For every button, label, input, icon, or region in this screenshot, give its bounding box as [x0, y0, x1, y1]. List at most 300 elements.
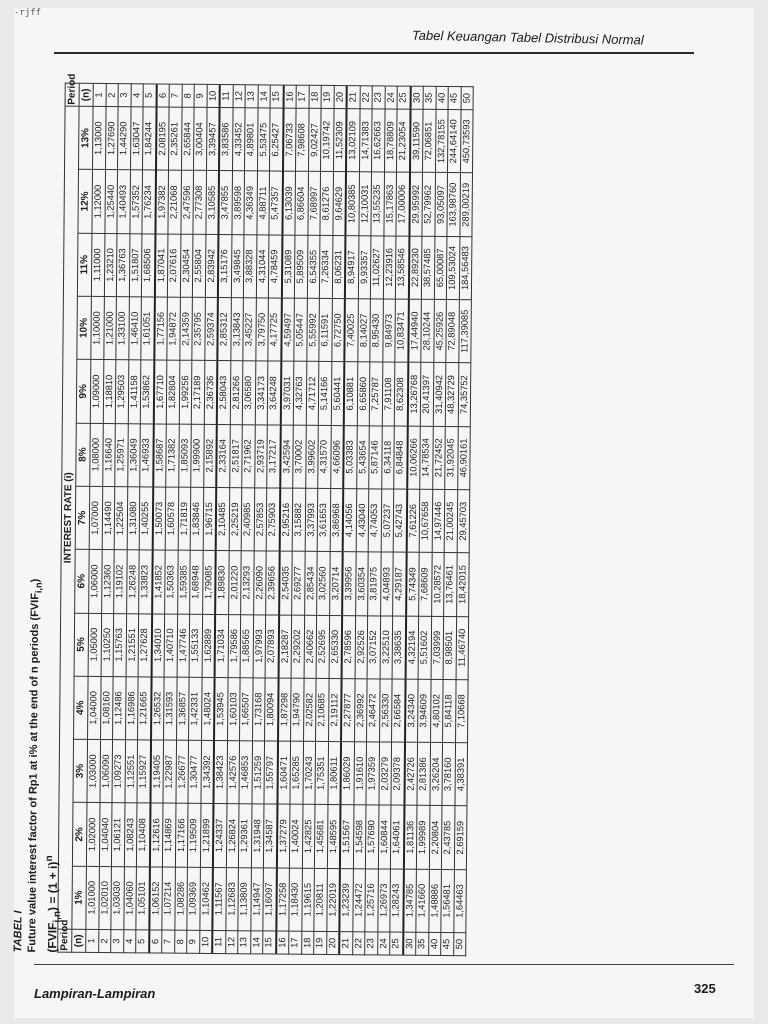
footer-section-title: Lampiran-Lampiran: [34, 986, 156, 1001]
period-cell-right: 12: [233, 85, 246, 108]
factor-cell: 4,32763: [293, 362, 306, 425]
period-cell-right: 8: [182, 84, 195, 107]
factor-cell: 6,34118: [381, 426, 394, 489]
factor-cell: 1,68506: [141, 234, 155, 297]
factor-cell: 6,11591: [319, 298, 332, 361]
factor-cell: 3,88328: [243, 234, 256, 297]
factor-cell: 2,25219: [229, 488, 242, 551]
factor-cell: 1,29503: [115, 360, 128, 423]
factor-cell: 3,34173: [255, 361, 268, 424]
factor-cell: 3,86968: [330, 488, 344, 551]
factor-cell: 3,49845: [231, 234, 244, 297]
factor-cell: 10,83471: [395, 299, 409, 362]
period-cell: 21: [339, 932, 352, 955]
factor-cell: 1,53945: [214, 677, 228, 740]
factor-cell: 1,87298: [278, 678, 292, 741]
factor-cell: 5,87146: [369, 425, 382, 488]
factor-cell: 1,10462: [199, 867, 213, 930]
factor-cell: 2,56330: [379, 679, 392, 742]
factor-cell: 1,53862: [140, 360, 154, 423]
factor-cell: 1,68948: [190, 551, 203, 614]
period-cell-right: 20: [334, 86, 347, 109]
period-cell-right: 40: [436, 86, 449, 109]
factor-cell: 1,94790: [291, 678, 304, 741]
factor-cell: 5,74349: [406, 552, 420, 615]
factor-cell: 1,09369: [187, 867, 200, 930]
factor-cell: 1,26824: [226, 804, 239, 867]
factor-cell: 2,18287: [278, 615, 292, 678]
factor-cell: 2,13293: [241, 551, 254, 614]
factor-cell: 1,81136: [403, 806, 417, 869]
factor-cell: 1,31080: [127, 487, 140, 550]
factor-cell: 4,66096: [330, 425, 344, 488]
factor-cell: 1,41158: [128, 360, 141, 423]
factor-cell: 1,15763: [113, 613, 126, 676]
factor-cell: 1,51259: [251, 741, 264, 804]
factor-cell: 4,88711: [256, 171, 269, 234]
factor-cell: 2,14359: [179, 297, 192, 360]
factor-cell: 8,06231: [332, 235, 346, 298]
rate-header: 1%: [72, 866, 87, 929]
factor-cell: 1,12616: [149, 803, 163, 866]
factor-cell: 1,59385: [177, 550, 190, 613]
rate-header: 8%: [76, 423, 91, 486]
factor-cell: 2,43785: [441, 806, 454, 869]
factor-cell: 2,29202: [291, 615, 304, 678]
factor-cell: 3,00404: [193, 107, 206, 171]
period-cell: 35: [416, 932, 429, 955]
factor-cell: 2,95216: [279, 488, 293, 551]
factor-cell: 1,02000: [86, 803, 99, 866]
factor-cell: 1,82804: [166, 360, 179, 423]
factor-cell: 1,60103: [227, 677, 240, 740]
factor-cell: 4,74053: [368, 489, 381, 552]
factor-cell: 2,09378: [391, 742, 405, 805]
factor-cell: 1,08243: [124, 803, 137, 866]
factor-cell: 1,97382: [155, 170, 169, 233]
factor-cell: 8,61276: [320, 172, 333, 235]
factor-cell: 2,19112: [328, 678, 342, 741]
n-header-right: (n): [79, 83, 93, 106]
factor-cell: 21,23054: [396, 109, 410, 173]
period-cell-right: 4: [131, 84, 144, 107]
factor-cell: 7,26334: [319, 235, 332, 298]
factor-cell: 1,34587: [263, 804, 277, 867]
factor-cell: 8,95430: [370, 299, 383, 362]
factor-cell: 65,00087: [434, 236, 447, 299]
factor-cell: 2,58043: [217, 361, 231, 424]
factor-cell: 1,40255: [139, 487, 153, 550]
rate-header: 13%: [79, 106, 94, 170]
factor-cell: 1,61051: [141, 297, 155, 360]
factor-cell: 2,35795: [192, 297, 205, 360]
factor-cell: 2,81266: [230, 361, 243, 424]
factor-cell: 1,41852: [152, 550, 166, 613]
factor-cell: 11,52309: [333, 109, 347, 173]
factor-cell: 8,62308: [394, 362, 408, 425]
factor-cell: 184,56483: [459, 236, 472, 299]
factor-cell: 1,48595: [327, 805, 341, 868]
factor-cell: 2,57853: [254, 488, 267, 551]
factor-cell: 1,71034: [215, 614, 229, 677]
period-cell-right: 23: [372, 86, 385, 109]
factor-cell: 2,69159: [454, 806, 467, 869]
factor-cell: 1,34785: [403, 869, 417, 932]
factor-cell: 1,09273: [112, 740, 125, 803]
factor-cell: 1,65285: [290, 741, 303, 804]
factor-cell: 1,05000: [88, 613, 101, 676]
factor-cell: 1,18810: [103, 360, 116, 423]
factor-cell: 1,79085: [202, 551, 216, 614]
factor-cell: 1,17166: [175, 804, 188, 867]
factor-cell: 1,42825: [302, 805, 315, 868]
factor-cell: 1,05101: [136, 867, 150, 930]
factor-cell: 2,01220: [228, 551, 241, 614]
factor-cell: 1,08000: [90, 423, 103, 486]
table-body: [86, 83, 474, 955]
factor-cell: 2,92526: [355, 615, 368, 678]
period-cell: 23: [365, 932, 378, 955]
factor-cell: 1,60844: [378, 805, 391, 868]
factor-cell: 3,89598: [231, 171, 244, 234]
factor-cell: 1,03000: [87, 740, 100, 803]
factor-cell: 1,48024: [201, 677, 215, 740]
table-caption: [11, 72, 65, 952]
factor-cell: 7,91108: [382, 362, 395, 425]
factor-cell: 3,07152: [367, 615, 380, 678]
factor-cell: 1,48886: [428, 869, 441, 932]
factor-cell: 1,25971: [115, 423, 128, 486]
period-cell-right: 11: [220, 85, 233, 108]
factor-cell: 5,14166: [318, 362, 331, 425]
factor-cell: 1,06121: [111, 803, 124, 866]
factor-cell: 10,06266: [407, 426, 421, 489]
factor-cell: 1,64061: [390, 805, 404, 868]
factor-cell: 1,89830: [215, 551, 229, 614]
factor-cell: 7,68997: [307, 172, 320, 235]
factor-cell: 2,54035: [279, 551, 293, 614]
factor-cell: 3,02560: [317, 552, 330, 615]
factor-cell: 2,07616: [167, 234, 180, 297]
rotated-table-block: [11, 72, 649, 957]
factor-cell: 39,11590: [409, 109, 423, 173]
factor-cell: 1,23210: [104, 233, 117, 296]
factor-cell: 3,78160: [442, 743, 455, 806]
factor-cell: 2,69277: [292, 551, 305, 614]
factor-cell: 1,38423: [213, 741, 227, 804]
factor-cell: 1,10000: [91, 296, 104, 359]
factor-cell: 31,40942: [433, 363, 446, 426]
factor-cell: 13,76461: [444, 553, 457, 616]
factor-cell: 1,17258: [276, 868, 290, 931]
period-cell-right: 14: [258, 85, 271, 108]
factor-cell: 1,85093: [178, 424, 191, 487]
factor-cell: 6,84848: [394, 426, 408, 489]
factor-cell: 3,38635: [392, 616, 406, 679]
factor-cell: 1,25716: [365, 869, 378, 932]
factor-cell: 1,07214: [162, 867, 175, 930]
factor-cell: 1,25440: [104, 170, 117, 233]
period-cell: 24: [377, 932, 390, 955]
factor-cell: 1,19102: [114, 550, 127, 613]
factor-cell: 5,55992: [306, 298, 319, 361]
factor-cell: 1,11000: [91, 233, 104, 296]
factor-cell: 72,06851: [422, 109, 435, 173]
factor-cell: 1,14490: [102, 486, 115, 549]
factor-cell: 2,08195: [156, 107, 170, 171]
factor-cell: 5,84118: [443, 679, 456, 742]
factor-cell: 10,28572: [431, 553, 444, 616]
factor-cell: 6,86604: [295, 172, 308, 235]
factor-cell: 6,54355: [307, 235, 320, 298]
factor-cell: 3,60354: [355, 552, 368, 615]
factor-cell: 1,51567: [340, 805, 354, 868]
factor-cell: 1,12683: [225, 867, 238, 930]
period-cell-right: 7: [169, 84, 182, 107]
factor-cell: 2,77308: [193, 171, 206, 234]
factor-cell: 2,55804: [192, 234, 205, 297]
factor-cell: 6,10881: [344, 362, 358, 425]
factor-cell: 1,07000: [89, 486, 102, 549]
factor-cell: 1,40024: [289, 805, 302, 868]
factor-cell: 2,65844: [181, 107, 194, 171]
factor-cell: 2,21068: [168, 171, 181, 234]
factor-cell: 1,03030: [111, 866, 124, 929]
factor-cell: 3,37993: [305, 488, 318, 551]
factor-cell: 1,57690: [365, 805, 378, 868]
factor-cell: 1,46853: [239, 741, 252, 804]
factor-cell: 289,00219: [459, 173, 472, 236]
period-cell-right: 10: [207, 84, 220, 107]
factor-cell: 52,79962: [422, 173, 435, 236]
factor-cell: 1,34010: [151, 613, 165, 676]
factor-cell: 21,72452: [432, 426, 445, 489]
factor-cell: 1,22504: [114, 487, 127, 550]
factor-cell: 1,24337: [213, 804, 227, 867]
factor-cell: 8,94917: [345, 235, 359, 298]
factor-cell: 72,89048: [446, 300, 459, 363]
factor-cell: 1,91610: [353, 742, 366, 805]
factor-cell: 1,41660: [416, 869, 429, 932]
factor-cell: 2,26090: [253, 551, 266, 614]
caption-table-number: TABEL I: [12, 910, 25, 953]
factor-cell: 1,47746: [177, 614, 190, 677]
factor-cell: 1,42576: [226, 741, 239, 804]
corner-mark: -rjff: [14, 8, 42, 18]
factor-cell: 1,58687: [153, 424, 167, 487]
factor-cell: 2,33164: [216, 424, 230, 487]
factor-cell: 3,22510: [380, 615, 393, 678]
factor-cell: 4,31044: [256, 235, 269, 298]
factor-cell: 7,25787: [369, 362, 382, 425]
factor-cell: 1,12486: [113, 676, 126, 739]
period-header-right: Period: [66, 73, 78, 105]
factor-cell: 1,31593: [164, 677, 177, 740]
factor-cell: 3,45227: [243, 298, 256, 361]
factor-cell: 1,18430: [289, 868, 302, 931]
period-cell: 25: [390, 932, 403, 955]
factor-cell: 7,10668: [455, 679, 468, 742]
period-cell: 4: [123, 930, 136, 953]
factor-cell: 1,54598: [353, 805, 366, 868]
factor-cell: 2,85434: [304, 551, 317, 614]
rate-header: 4%: [74, 676, 89, 739]
factor-cell: 1,28243: [390, 869, 404, 932]
factor-cell: 1,08286: [174, 867, 187, 930]
factor-cell: 2,47596: [180, 171, 193, 234]
interest-rate-header: INTEREST RATE (i): [58, 106, 79, 929]
period-cell: 22: [352, 932, 365, 955]
factor-cell: 1,22019: [326, 868, 340, 931]
period-cell-right: 5: [143, 84, 156, 107]
period-cell-right: 19: [321, 85, 334, 108]
factor-cell: 1,88565: [240, 614, 253, 677]
factor-cell: 9,02427: [308, 108, 321, 172]
period-cell-right: 30: [410, 86, 423, 109]
factor-cell: 1,02010: [98, 866, 111, 929]
factor-cell: 1,99900: [191, 424, 204, 487]
period-cell: 20: [326, 931, 339, 954]
factor-cell: 1,84244: [143, 107, 157, 171]
factor-cell: 1,16640: [102, 423, 115, 486]
rate-header: 3%: [73, 739, 88, 802]
rate-header: 6%: [75, 549, 90, 612]
factor-cell: 1,66507: [240, 678, 253, 741]
period-cell: 13: [238, 931, 251, 954]
factor-cell: 3,81975: [368, 552, 381, 615]
period-cell: 9: [187, 930, 200, 953]
factor-cell: 2,75903: [266, 488, 280, 551]
factor-cell: 1,71819: [178, 487, 191, 550]
factor-cell: 4,32194: [405, 616, 419, 679]
factor-cell: 4,33452: [232, 108, 245, 172]
factor-cell: 1,34392: [200, 740, 214, 803]
factor-cell: 1,36049: [127, 423, 140, 486]
rate-header: 10%: [77, 296, 92, 359]
period-cell-right: 45: [448, 87, 461, 110]
period-cell-right: 50: [461, 87, 474, 110]
period-header: Period: [59, 919, 71, 951]
factor-cell: 1,22987: [163, 740, 176, 803]
factor-cell: 1,36763: [116, 233, 129, 296]
factor-cell: 1,40493: [117, 170, 130, 233]
factor-cell: 2,30454: [180, 234, 193, 297]
factor-cell: 5,60441: [331, 362, 345, 425]
factor-cell: 14,97446: [432, 489, 445, 552]
factor-cell: 13,26768: [407, 363, 421, 426]
factor-cell: 6,65860: [357, 362, 370, 425]
factor-cell: 1,75351: [315, 741, 328, 804]
factor-cell: 11,02627: [370, 236, 383, 299]
factor-cell: 1,62889: [202, 614, 216, 677]
factor-cell: 1,16986: [125, 677, 138, 740]
factor-cell: 4,31570: [318, 425, 331, 488]
factor-cell: 4,80102: [430, 679, 443, 742]
factor-cell: 1,63047: [130, 107, 143, 171]
factor-cell: 2,40985: [241, 488, 254, 551]
period-cell: 5: [136, 930, 149, 953]
factor-cell: 3,83586: [219, 108, 233, 172]
factor-cell: 1,29361: [238, 804, 251, 867]
factor-cell: 74,35752: [458, 363, 471, 426]
factor-cell: 5,03383: [343, 425, 357, 488]
factor-cell: 2,02582: [303, 678, 316, 741]
factor-cell: 1,60471: [277, 741, 291, 804]
period-cell-right: 6: [156, 84, 169, 107]
page-number: 325: [694, 981, 716, 996]
period-cell-right: 16: [283, 85, 296, 108]
factor-cell: 3,79750: [255, 298, 268, 361]
period-cell: 19: [314, 931, 327, 954]
factor-cell: 4,38391: [454, 743, 467, 806]
factor-cell: 1,76234: [142, 170, 156, 233]
factor-cell: 1,10250: [101, 613, 114, 676]
factor-cell: 3,61653: [317, 488, 330, 551]
factor-cell: 5,47357: [269, 171, 283, 234]
factor-cell: 7,40025: [344, 299, 358, 362]
factor-cell: 1,09000: [90, 360, 103, 423]
factor-cell: 1,97359: [366, 742, 379, 805]
factor-cell: 45,25926: [433, 299, 446, 362]
factor-cell: 38,57485: [421, 236, 434, 299]
caption-formula: $(FVIF_{i,n}) = (1 + i)^n$: [44, 855, 64, 953]
factor-cell: 2,03279: [378, 742, 391, 805]
book-page: [14, 8, 754, 1018]
factor-cell: 3,15176: [218, 234, 232, 297]
factor-cell: 9,64629: [332, 172, 346, 235]
factor-cell: 1,80094: [265, 678, 279, 741]
factor-cell: 4,14056: [343, 489, 357, 552]
factor-cell: 13,02109: [346, 109, 360, 173]
factor-cell: 1,87041: [154, 234, 168, 297]
factor-cell: 93,05097: [434, 173, 447, 236]
factor-cell: 2,15892: [203, 424, 217, 487]
factor-cell: 1,99989: [416, 806, 429, 869]
factor-cell: 132,78155: [435, 109, 448, 173]
factor-cell: 1,24472: [352, 868, 365, 931]
factor-cell: 1,26677: [175, 740, 188, 803]
factor-cell: 4,78459: [268, 235, 282, 298]
factor-cell: 2,35261: [169, 107, 182, 171]
factor-cell: 3,42594: [280, 425, 294, 488]
period-cell: 45: [441, 932, 454, 955]
factor-cell: 2,51817: [229, 424, 242, 487]
period-cell: 50: [453, 933, 466, 956]
factor-cell: 2,10485: [216, 487, 230, 550]
factor-cell: 8,98501: [443, 616, 456, 679]
factor-cell: 5,07237: [381, 489, 394, 552]
factor-cell: 1,55797: [264, 741, 278, 804]
period-cell-right: 35: [423, 86, 436, 109]
factor-cell: 1,46933: [140, 423, 154, 486]
factor-cell: 1,19405: [150, 740, 164, 803]
factor-cell: 2,40662: [304, 615, 317, 678]
period-cell-right: 22: [360, 86, 373, 109]
factor-cell: 1,21000: [103, 297, 116, 360]
factor-cell: 21,00245: [444, 489, 457, 552]
factor-cell: 5,53475: [257, 108, 270, 172]
factor-cell: 7,06733: [282, 108, 296, 172]
factor-cell: 1,40710: [164, 614, 177, 677]
factor-cell: 1,97993: [253, 614, 266, 677]
factor-cell: 1,14947: [250, 868, 263, 931]
period-cell: 2: [98, 929, 111, 952]
factor-cell: 1,06090: [99, 740, 112, 803]
factor-cell: 2,66584: [392, 679, 406, 742]
factor-cell: 5,89509: [294, 235, 307, 298]
period-cell-right: 17: [296, 85, 309, 108]
period-cell-right: 24: [385, 86, 398, 109]
